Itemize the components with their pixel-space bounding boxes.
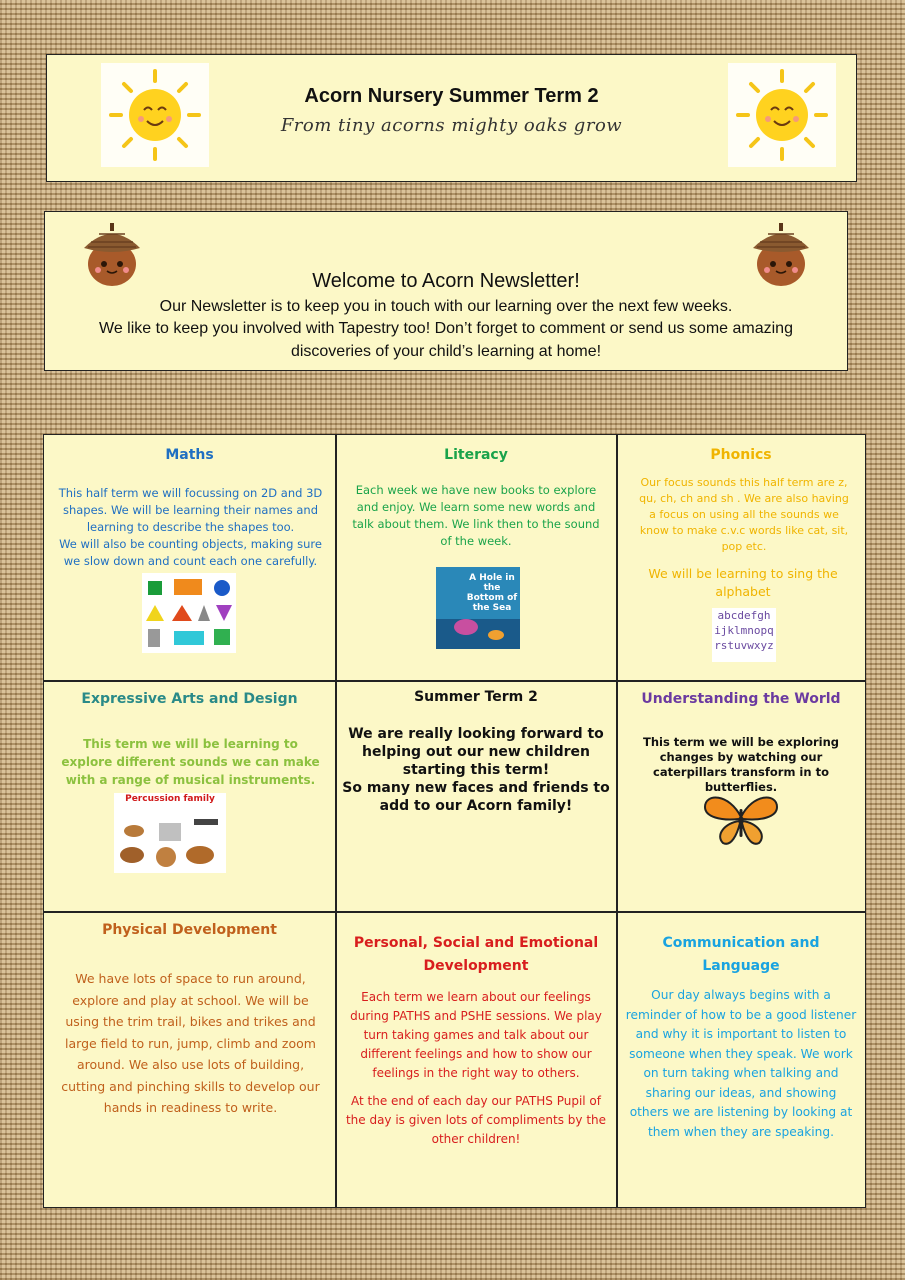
- communication-language-section: [617, 912, 865, 1207]
- book-title: A Hole in the Bottom of the Sea: [466, 573, 518, 613]
- section-body: Our day always begins with a reminder of how to be a good listener and why it is important to listen to someone when they speak. We work on turn taking when talking and sharing our ideas, and showing others we are listening by looking at them when they are speaking.: [625, 988, 857, 1139]
- shapes-image: [142, 573, 236, 653]
- literacy-section: [336, 435, 616, 680]
- section-title: Communication and Language: [662, 935, 820, 974]
- section-body: Our focus sounds this half term are z, qu, ch, ch and sh . We are also having a focus on using all the sounds we know to make c.v.c words like cat, sit, pop etc.: [639, 476, 849, 553]
- section-title: Maths: [165, 447, 214, 463]
- section-body: Each term we learn about our feelings during PATHS and PSHE sessions. We play turn taking games and talk about our different feelings and how to show our feelings in the right way to others.: [350, 990, 602, 1080]
- section-body: This half term we will focussing on 2D and 3D shapes. We will be learning their names and learning to describe the shapes too. We will also be counting objects, making sure we slow down and count each one carefully.: [58, 486, 323, 568]
- welcome-heading: Welcome to Acorn Newsletter!: [312, 270, 580, 292]
- butterfly-icon: [701, 791, 781, 847]
- section-title: Literacy: [444, 447, 508, 463]
- alphabet-line: rstuvwxyz: [714, 639, 774, 652]
- section-body: This term we will be learning to explore different sounds we can make with a range of musical instruments.: [61, 737, 320, 787]
- section-title: Expressive Arts and Design: [81, 691, 298, 707]
- welcome-panel: [44, 211, 848, 371]
- section-title: Understanding the World: [641, 691, 841, 707]
- section-body: At the end of each day our PATHS Pupil of the day is given lots of compliments by the other children!: [345, 1094, 607, 1146]
- book-cover-image: [436, 567, 520, 649]
- section-title: Phonics: [710, 447, 772, 463]
- page-tagline: From tiny acorns mighty oaks grow: [280, 115, 623, 136]
- newsletter-header: [46, 54, 857, 182]
- expressive-arts-section: [44, 681, 335, 911]
- summer-term-section: [336, 681, 616, 911]
- section-body: We are really looking forward to helping out our new children starting this term! So many new faces and friends to add to our Acorn family!: [342, 726, 610, 814]
- section-body: Each week we have new books to explore and enjoy. We learn some new words and talk about them. We link then to the sound of the week.: [352, 483, 600, 548]
- image-caption: Percussion family: [125, 794, 215, 804]
- phonics-section: [617, 435, 865, 680]
- alphabet-image: [712, 608, 776, 662]
- maths-section: [44, 435, 335, 680]
- section-title: Physical Development: [102, 922, 277, 938]
- alphabet-line: abcdefgh: [717, 609, 771, 622]
- section-body: This term we will be exploring changes by watching our caterpillars transform in to butterflies.: [642, 735, 840, 794]
- section-title: Personal, Social and Emotional Development: [353, 935, 599, 974]
- alphabet-line: ijklmnopq: [714, 624, 774, 637]
- section-body: We have lots of space to run around, explore and play at school. We will be using the trim trail, bikes and trikes and large field to run, jump, climb and zoom around. We also use lots of building, cutting and pinching skills to develop our hands in readiness to write.: [61, 971, 320, 1115]
- percussion-image: [114, 793, 226, 873]
- welcome-text: Our Newsletter is to keep you in touch with our learning over the next few weeks.: [159, 298, 733, 315]
- welcome-text: discoveries of your child’s learning at home!: [290, 343, 602, 360]
- page-title: Acorn Nursery Summer Term 2: [304, 85, 599, 107]
- welcome-text: We like to keep you involved with Tapestry too! Don’t forget to comment or send us some amazing: [99, 320, 793, 337]
- curriculum-grid: [43, 434, 866, 1208]
- pse-section: [336, 912, 616, 1207]
- physical-development-section: [44, 912, 335, 1207]
- section-body: We will be learning to sing the alphabet: [648, 566, 838, 599]
- section-title: Summer Term 2: [414, 689, 538, 705]
- understanding-world-section: [617, 681, 865, 911]
